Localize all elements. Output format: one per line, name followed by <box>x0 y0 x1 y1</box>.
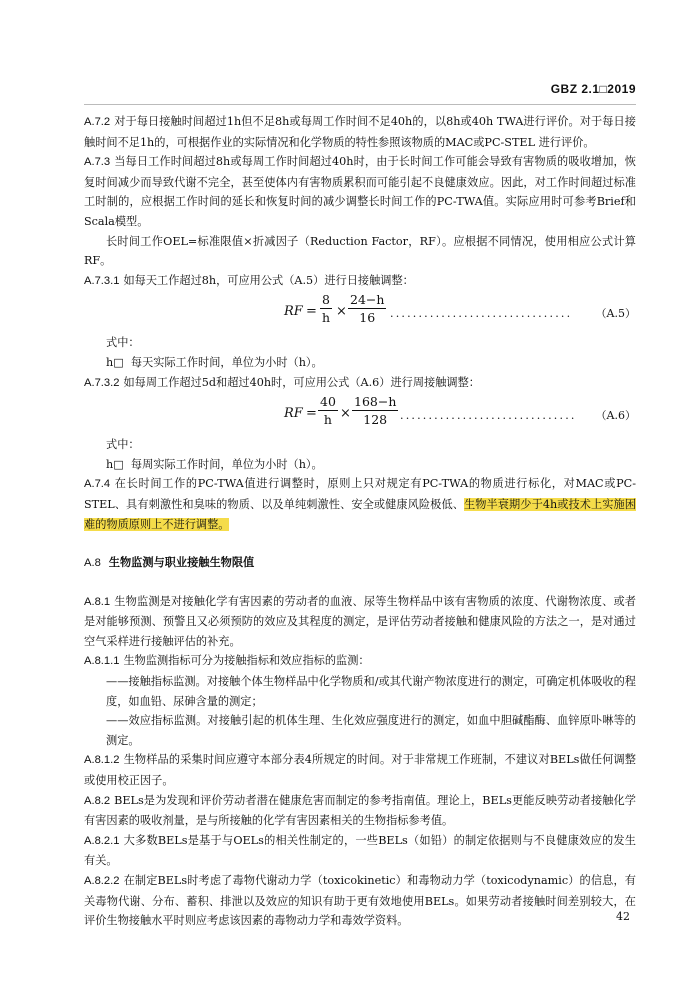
variable-symbol: h□ <box>106 355 124 369</box>
clause-text: 大多数BELs是基于与OELs的相关性制定的，一些BELs（如铅）的制定依据则与不良健康效应的发生有关。 <box>84 833 636 868</box>
clause-a7-3 <box>84 152 636 231</box>
clause-number: A.8.1.1 <box>84 655 120 668</box>
variable-text: 每周实际工作时间，单位为小时（h）。 <box>130 457 323 471</box>
header-rule <box>84 104 636 105</box>
equation-number: （A.5） <box>595 307 636 321</box>
times-sign: × <box>336 304 347 320</box>
section-heading-a8 <box>84 554 636 574</box>
clause-a8-1-1 <box>84 651 636 672</box>
fraction-denominator: h <box>323 412 332 428</box>
clause-number: A.7.4 <box>84 478 111 491</box>
fraction-2 <box>352 393 398 429</box>
fraction-2 <box>348 291 386 327</box>
list-item-effect-indicator: ——效应指标监测。对接触引起的机体生理、生化效应强度进行的测定，如血中胆碱酯酶、血锌原卟啉等的测定。 <box>106 714 636 747</box>
times-sign: × <box>340 406 351 422</box>
clause-text: 生物样品的采集时间应遵守本部分表4所规定的时间。对于非常规工作班制，不建议对BELs做任何调整或使用校正因子。 <box>84 753 636 788</box>
clause-number: A.8.2.1 <box>84 834 120 847</box>
clause-a7-2 <box>84 112 636 152</box>
where-label: 式中： <box>106 336 140 350</box>
clause-number: A.8.1 <box>84 595 111 608</box>
document-code: GBZ 2.1□2019 <box>550 82 636 96</box>
fraction-numerator: 40 <box>320 394 336 410</box>
fraction-numerator: 168−h <box>354 394 397 410</box>
fraction-numerator: 8 <box>322 292 330 308</box>
clause-a8-1 <box>84 592 636 652</box>
leader-dots: ............................... <box>400 409 577 423</box>
where-label: 式中： <box>106 438 140 452</box>
paragraph-rf-definition: 长时间工作OEL=标准限值×折减因子（Reduction Factor，RF）。应根据不同情况，使用相应公式计算RF。 <box>84 234 636 268</box>
clause-a8-2-1 <box>84 831 636 871</box>
highlighted-text: 生物半衰期少于4h或技术上实施困难的物质原则上不进行调整。 <box>84 497 636 531</box>
clause-text: 生物监测是对接触化学有害因素的劳动者的血液、尿等生物样品中该有害物质的浓度、代谢物浓度、或者是对能够预测、预警且又必须预防的效应及其程度的测定，是评估劳动者接触和健康风险的方法之一，是对通过空气采样进行接触评估的补充。 <box>84 594 636 648</box>
equals-sign: = <box>306 304 317 320</box>
clause-text: 在制定BELs时考虑了毒物代谢动力学（toxicokinetic）和毒物动力学（toxicodynamic）的信息，有关毒物代谢、分布、蓄积、排泄以及效应的知识有助于更有效地使用BELs。如果劳动者接触时间差别较大，在评价生物接触水平时则应考虑该因素的毒物动力学和毒效学资料。 <box>84 874 636 928</box>
formula-a6 <box>84 393 636 435</box>
list-item-exposure-indicator: ——接触指标监测。对接触个体生物样品中化学物质和/或其代谢产物浓度进行的测定，可确定机体吸收的程度，如血铅、尿砷含量的测定； <box>106 675 636 708</box>
clause-number: A.7.3 <box>84 156 111 169</box>
clause-a8-2-2 <box>84 871 636 931</box>
clause-number: A.8.1.2 <box>84 754 120 767</box>
clause-number: A.8.2 <box>84 794 111 807</box>
equation-number: （A.6） <box>595 409 636 423</box>
formula-a5 <box>84 291 636 333</box>
variable-definition <box>84 353 636 373</box>
clause-number: A.7.2 <box>84 116 111 128</box>
leader-dots: ................................ <box>390 307 573 321</box>
variable-definition <box>84 455 636 475</box>
clause-text: BELs是为发现和评价劳动者潜在健康危害而制定的参考指南值。理论上，BELs更能反映劳动者接触化学有害因素的吸收剂量，是与所接触的化学有害因素相关的生物指标参考值。 <box>84 793 636 828</box>
section-number: A.8 <box>84 557 101 570</box>
variable-symbol: h□ <box>106 457 124 471</box>
clause-text: 对于每日接触时间超过1h但不足8h或每周工作时间不足40h的，以8h或40h TWA进行评价。对于每日接触时间不足1h的，可根据作业的实际情况和化学物质的特性参照该物质的MAC或PC-STEL 进行评价。 <box>84 115 636 149</box>
clause-a7-4 <box>84 474 636 534</box>
fraction-denominator: 16 <box>359 310 376 326</box>
fraction-denominator: 128 <box>363 412 388 428</box>
clause-a8-1-2 <box>84 750 636 790</box>
page-content <box>84 112 636 931</box>
clause-text: 如每天工作超过8h，可应用公式（A.5）进行日接触调整： <box>123 273 414 287</box>
fraction-denominator: h <box>321 310 330 326</box>
fraction-1 <box>320 291 332 327</box>
clause-number: A.7.3.1 <box>84 274 120 287</box>
clause-text: 生物监测指标可分为接触指标和效应指标的监测： <box>123 654 370 668</box>
clause-text: 当每日工作时间超过8h或每周工作时间超过40h时，由于长时间工作可能会导致有害物质的吸收增加，恢复时间减少而导致代谢不完全，甚至使体内有害物质累积而可能引起不良健康效应。因此，对工作时间超过标准工时制的，应根据工作时间的延长和恢复时间的减少调整长时间工作的PC-TWA值。实际应用时可参考Brief和Scala模型。 <box>84 155 636 228</box>
clause-number: A.8.2.2 <box>84 875 120 887</box>
clause-a8-2 <box>84 791 636 831</box>
formula-lhs: RF <box>284 406 303 422</box>
clause-a7-3-1 <box>84 271 636 292</box>
clause-text: 如每周工作超过5d和超过40h时，可应用公式（A.6）进行周接触调整： <box>123 375 480 389</box>
clause-text: 在长时间工作的PC-TWA值进行调整时，原则上只对规定有PC-TWA的物质进行标化，对MAC或PC-STEL、具有刺激性和臭味的物质、以及单纯刺激性、安全或健康风险极低、 <box>84 477 636 511</box>
fraction-numerator: 24−h <box>350 292 385 308</box>
fraction-1 <box>318 393 338 429</box>
equals-sign: = <box>306 406 317 422</box>
formula-lhs: RF <box>284 304 303 320</box>
page-number: 42 <box>616 910 630 923</box>
clause-number: A.7.3.2 <box>84 376 120 389</box>
variable-text: 每天实际工作时间，单位为小时（h）。 <box>130 355 323 369</box>
clause-a7-3-2 <box>84 373 636 394</box>
section-title: 生物监测与职业接触生物限值 <box>108 557 255 570</box>
